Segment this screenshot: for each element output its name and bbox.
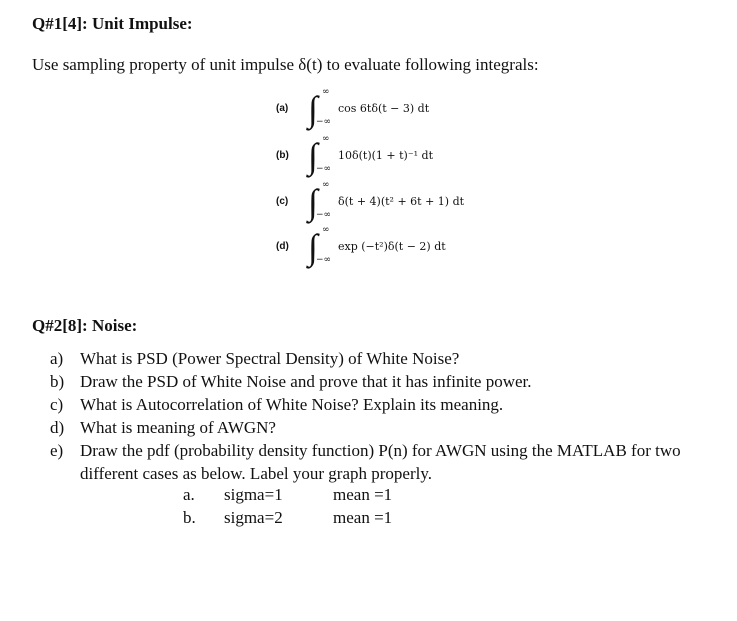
item-marker: d): [50, 418, 65, 437]
item-marker: e): [50, 441, 64, 460]
integral-expression: 10δ(t)(1 + t)⁻¹ dt: [338, 149, 434, 162]
integral-expression: δ(t + 4)(t² + 6t + 1) dt: [338, 195, 465, 208]
integral-label: (a): [276, 103, 289, 114]
integral-lower-limit: −∞: [316, 164, 332, 174]
integral-label: (c): [276, 196, 289, 207]
integral-upper-limit: ∞: [322, 134, 330, 144]
item-marker: b): [50, 372, 65, 391]
item-text: What is Autocorrelation of White Noise? Explain its meaning.: [80, 395, 504, 414]
integral-sign-icon: ∫: [308, 227, 318, 267]
integral-sign-icon: ∫: [308, 182, 318, 222]
item-text: Draw the PSD of White Noise and prove that it has infinite power.: [80, 372, 532, 391]
integral-lower-limit: −∞: [316, 255, 332, 265]
item-text: Draw the pdf (probability density function) P(n) for AWGN using the MATLAB for two: [80, 441, 681, 460]
case-mean: mean =1: [333, 485, 393, 504]
case-marker: a.: [183, 485, 195, 504]
q2-heading: Q#2[8]: Noise:: [32, 316, 138, 335]
integral-label: (d): [276, 241, 289, 252]
integral-expression: cos 6tδ(t − 3) dt: [338, 102, 430, 115]
integral-sign-icon: ∫: [308, 136, 318, 176]
integral-expression: exp (−t²)δ(t − 2) dt: [338, 240, 446, 253]
case-sigma: sigma=1: [224, 485, 283, 504]
item-marker: c): [50, 395, 64, 414]
case-sigma: sigma=2: [224, 508, 283, 527]
integral-label: (b): [276, 150, 289, 161]
item-marker: a): [50, 349, 64, 368]
item-text: What is meaning of AWGN?: [80, 418, 276, 437]
case-marker: b.: [183, 508, 196, 527]
item-text: different cases as below. Label your graph properly.: [80, 464, 432, 483]
q1-intro: Use sampling property of unit impulse δ(t) to evaluate following integrals:: [32, 55, 539, 74]
integral-lower-limit: −∞: [316, 210, 332, 220]
q1-heading: Q#1[4]: Unit Impulse:: [32, 14, 193, 33]
integral-upper-limit: ∞: [322, 180, 330, 190]
integral-upper-limit: ∞: [322, 87, 330, 97]
integral-upper-limit: ∞: [322, 225, 330, 235]
case-mean: mean =1: [333, 508, 393, 527]
integral-sign-icon: ∫: [308, 89, 318, 129]
item-text: What is PSD (Power Spectral Density) of White Noise?: [80, 349, 460, 368]
integral-lower-limit: −∞: [316, 117, 332, 127]
